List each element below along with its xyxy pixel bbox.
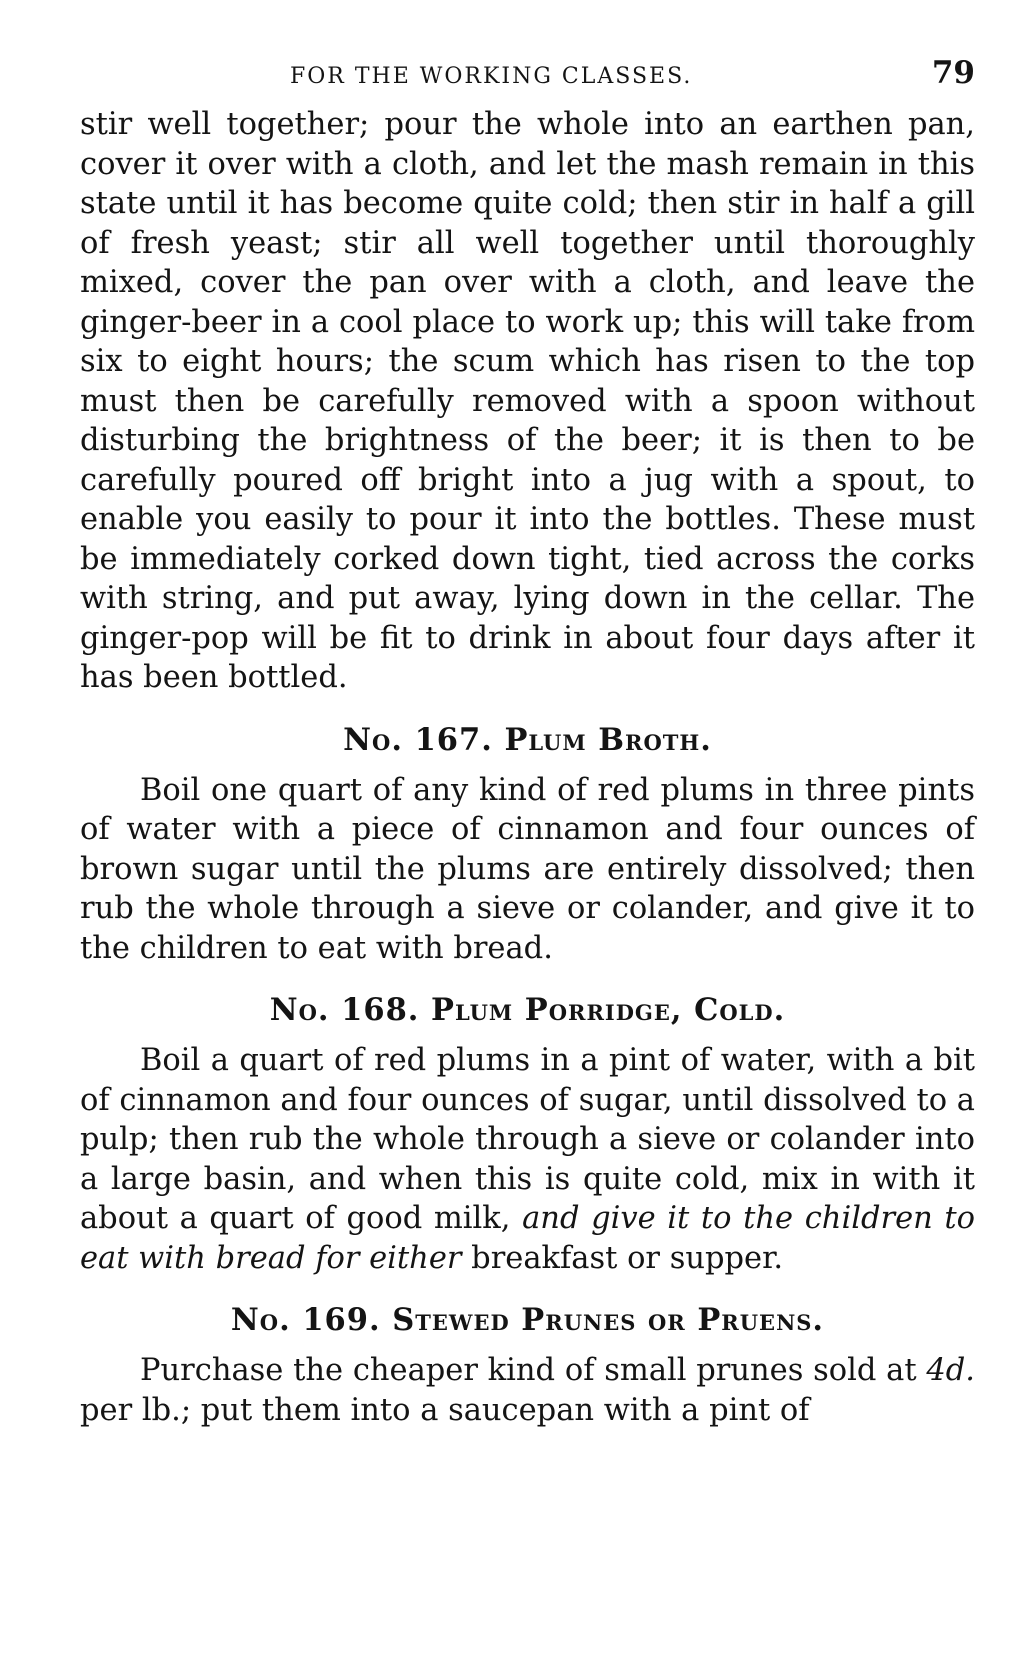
recipe-heading-169: No. 169. Stewed Prunes or Pruens. (230, 1302, 825, 1338)
price-pence: 4d. (926, 1353, 975, 1388)
recipe-body-168-text: Boil a quart of red plums in a pint of water, with a bit of cinnamon and four ounces of sugar, until dissolved to a pulp; then rub the whole through a sieve or colander into a large basin, and when this is quite cold, mix in with it about a quart of good milk, (80, 1043, 975, 1236)
recipe-body-169-text: Purchase the cheaper kind of small prunes sold at (140, 1353, 917, 1388)
continuation-paragraph: stir well together; pour the whole into an earthen pan, cover it over with a cloth, and let the mash remain in this state until it has become quite cold; then stir in half a gill of fresh yeast; stir all well together until thoroughly mixed, cover the pan over with a cloth, and leave the ginger-beer in a cool place to work up; this will take from six to eight hours; the scum which has risen to the top must then be carefully removed with a spoon without disturbing the brightness of the beer; it is then to be carefully poured off bright into a jug with a spout, to enable you easily to pour it into the bottles. These must be immediately corked down tight, tied across the corks with string, and put away, lying down in the cellar. The ginger-pop will be fit to drink in about four days after it has been bottled. (80, 107, 975, 695)
recipe-body-169 (80, 1351, 975, 1430)
page-number: 79 (931, 55, 975, 91)
running-head (80, 55, 975, 105)
recipe-heading-168: No. 168. Plum Porridge, Cold. (269, 992, 786, 1028)
recipe-body-167: Boil one quart of any kind of red plums in three pints of water with a piece of cinnamon and four ounces of brown sugar until the plums are entirely dissolved; then rub the whole through a sieve or colander, and give it to the children to eat with bread. (80, 772, 975, 966)
recipe-body-168-italic: and give it to the children to eat with bread for either (80, 1201, 975, 1276)
recipe-heading-167: No. 167. Plum Broth. (343, 721, 712, 758)
recipe-body-168 (80, 1041, 975, 1278)
recipe-body-169-end: per lb.; put them into a saucepan with a pint of (80, 1392, 810, 1428)
recipe-body-168-end: breakfast or supper. (471, 1240, 784, 1276)
running-title: FOR THE WORKING CLASSES. (290, 64, 693, 89)
